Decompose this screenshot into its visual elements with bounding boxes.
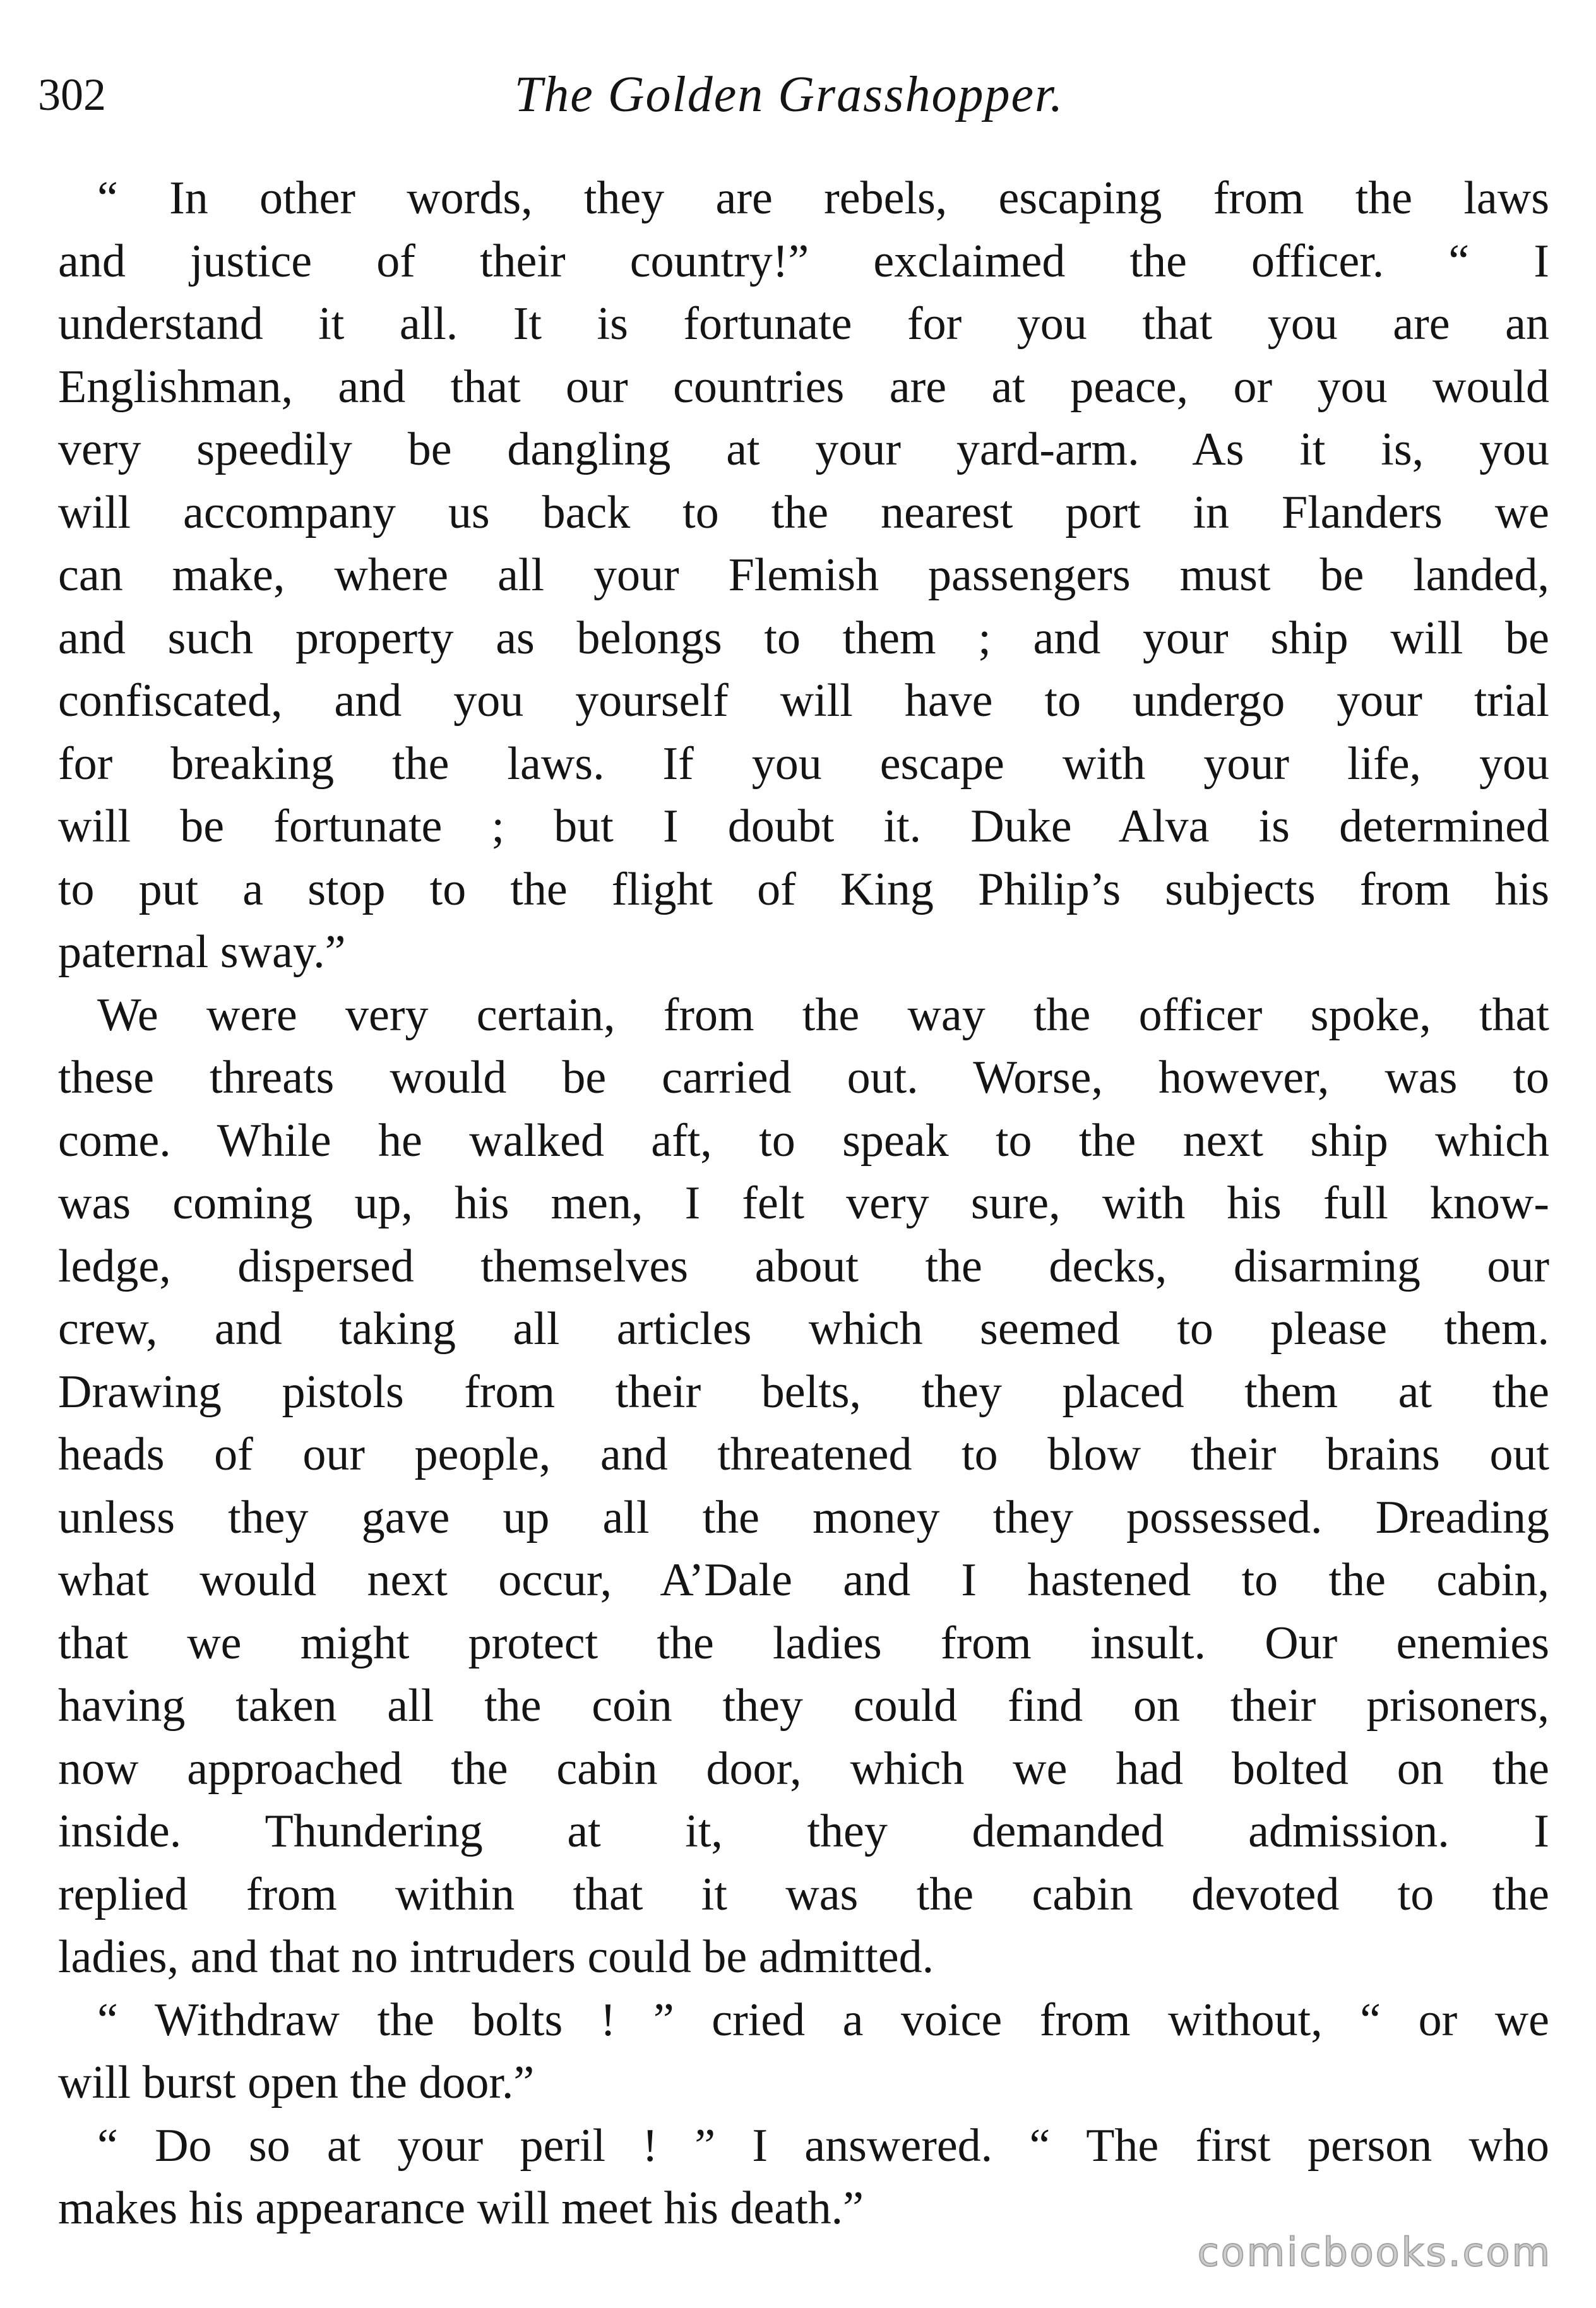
text-line: very speedily be dangling at your yard-arm. As it is, you [58, 424, 1549, 475]
text-line: inside. Thundering at it, they demanded admission. I [58, 1805, 1549, 1857]
text-line: having taken all the coin they could find on their prisoners, [58, 1680, 1549, 1732]
text-line: what would next occur, A’Dale and I hastened to the cabin, [58, 1554, 1549, 1606]
text-line: “ In other words, they are rebels, escaping from the laws [97, 172, 1549, 224]
text-line: come. While he walked aft, to speak to the next ship which [58, 1114, 1549, 1167]
text-line: will burst open the door.” [58, 2057, 535, 2109]
text-line: and justice of their country!” exclaimed the officer. “ I [58, 235, 1549, 287]
page-number: 302 [38, 69, 106, 120]
text-line: now approached the cabin door, which we had bolted on the [58, 1742, 1549, 1795]
text-line: ledge, dispersed themselves about the decks, disarming our [58, 1240, 1549, 1292]
text-line: Drawing pistols from their belts, they placed them at the [58, 1365, 1549, 1418]
text-line: makes his appearance will meet his death.” [58, 2182, 864, 2234]
text-line: understand it all. It is fortunate for you that you are an [58, 298, 1549, 350]
text-line: that we might protect the ladies from insult. Our enemies [58, 1617, 1549, 1669]
text-line: replied from within that it was the cabin devoted to the [58, 1868, 1549, 1920]
text-line: confiscated, and you yourself will have to undergo your trial [58, 675, 1549, 727]
text-line: We were very certain, from the way the officer spoke, that [97, 989, 1549, 1041]
text-line: “ Withdraw the bolts ! ” cried a voice from without, “ or we [97, 1994, 1549, 2046]
running-title: The Golden Grasshopper. [514, 67, 1064, 122]
body-text [58, 167, 1549, 2240]
text-line: will accompany us back to the nearest port in Flanders we [58, 486, 1549, 538]
text-line: was coming up, his men, I felt very sure, with his full know- [58, 1177, 1549, 1229]
text-line: and such property as belongs to them ; and your ship will be [58, 612, 1549, 664]
text-line: paternal sway.” [58, 926, 346, 978]
text-line: to put a stop to the flight of King Philip’s subjects from his [58, 863, 1549, 915]
page-header [38, 60, 1540, 129]
text-line: ladies, and that no intruders could be admitted. [58, 1931, 934, 1983]
text-line: for breaking the laws. If you escape with your life, you [58, 737, 1549, 790]
text-line: these threats would be carried out. Worse, however, was to [58, 1052, 1549, 1103]
watermark: comicbooks.com [1197, 2229, 1552, 2275]
text-line: will be fortunate ; but I doubt it. Duke Alva is determined [58, 800, 1549, 852]
text-line: crew, and taking all articles which seemed to please them. [58, 1303, 1549, 1355]
text-line: heads of our people, and threatened to blow their brains out [58, 1429, 1549, 1480]
text-line: “ Do so at your peril ! ” I answered. “ The first person who [97, 2119, 1549, 2172]
text-line: Englishman, and that our countries are at peace, or you would [58, 360, 1549, 413]
text-line: can make, where all your Flemish passengers must be landed, [58, 549, 1549, 601]
text-line: unless they gave up all the money they possessed. Dreading [58, 1491, 1549, 1544]
